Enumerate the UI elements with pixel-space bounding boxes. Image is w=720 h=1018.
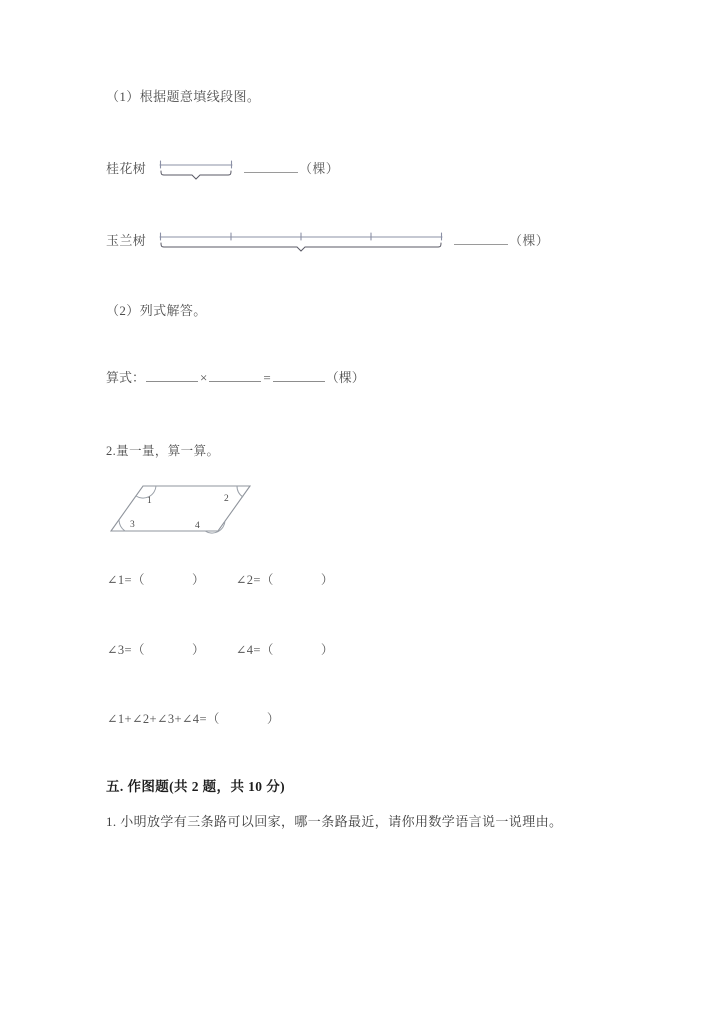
- answer-blank-yulan[interactable]: [454, 244, 508, 245]
- angle-1-close: ）: [191, 573, 205, 587]
- question-one-sub-prompt: （2）列式解答。: [106, 303, 207, 318]
- angle-3-label: ∠3=（: [107, 643, 145, 657]
- angle-1-label: ∠1=（: [107, 573, 145, 587]
- question-one-prompt: （1）根据题意填线段图。: [106, 89, 261, 104]
- parallelogram-figure: [100, 470, 270, 545]
- section-five-question-1: 1. 小明放学有三条路可以回家，哪一条路最近，请你用数学语言说一说理由。: [106, 814, 563, 829]
- angle-2-label: ∠2=（: [235, 573, 274, 587]
- formula-result[interactable]: [273, 369, 325, 382]
- angle-sum-label: ∠1+∠2+∠3+∠4=（: [107, 712, 220, 726]
- formula-label: 算式：: [106, 370, 146, 385]
- angle-4-label: ∠4=（: [235, 643, 274, 657]
- angle-sum-close: ）: [266, 712, 280, 726]
- segment-row-label-yulan: 玉兰树: [106, 233, 147, 248]
- answer-blank-guihua[interactable]: [244, 172, 298, 173]
- formula-line: [106, 367, 365, 386]
- angle-2-close: ）: [320, 573, 334, 587]
- segment-diagram-guihua: [158, 156, 234, 184]
- formula-operator-multiply: ×: [200, 370, 208, 385]
- angle-answer-row-2: [107, 640, 334, 658]
- question-two-title: 2.量一量，算一算。: [106, 444, 220, 458]
- formula-unit: （棵）: [325, 370, 365, 385]
- section-five-heading: 五. 作图题(共 2 题，共 10 分): [106, 779, 285, 794]
- formula-operand-2[interactable]: [209, 369, 261, 382]
- segment-row-label-guihua: 桂花树: [106, 161, 147, 176]
- formula-operator-equals: =: [263, 370, 271, 385]
- angle-4-close: ）: [320, 643, 334, 657]
- angle-3-close: ）: [191, 643, 205, 657]
- unit-label-guihua: （棵）: [299, 161, 340, 176]
- segment-diagram-yulan: [158, 228, 444, 256]
- unit-label-yulan: （棵）: [509, 233, 550, 248]
- angle-number-2: 2: [224, 494, 229, 504]
- angle-number-4: 4: [195, 521, 200, 531]
- angle-number-3: 3: [130, 520, 135, 530]
- angle-number-1: 1: [147, 496, 152, 506]
- formula-operand-1[interactable]: [146, 369, 198, 382]
- angle-answer-row-1: [107, 570, 334, 588]
- angle-answer-row-sum: [107, 709, 280, 727]
